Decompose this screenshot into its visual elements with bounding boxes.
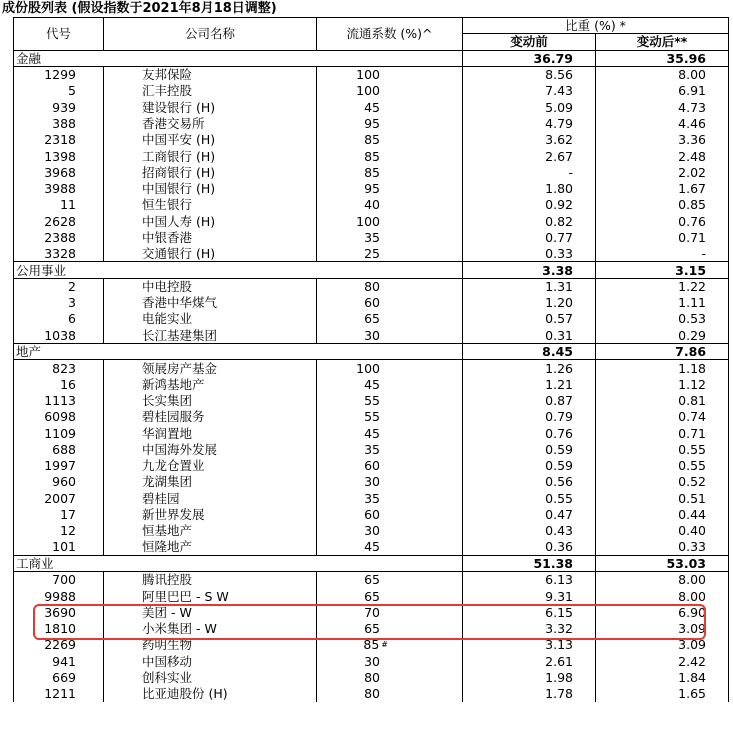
stock-code: 1109 bbox=[14, 425, 104, 441]
float-factor bbox=[317, 148, 463, 164]
company-name: 腾讯控股 bbox=[104, 572, 317, 588]
stock-code: 3968 bbox=[14, 164, 104, 180]
weight-after: 0.44 bbox=[596, 506, 729, 522]
weight-before: 0.33 bbox=[463, 246, 596, 262]
weight-before: 0.77 bbox=[463, 229, 596, 245]
stock-code: 16 bbox=[14, 376, 104, 392]
weight-before: 1.98 bbox=[463, 669, 596, 685]
table-row bbox=[14, 360, 729, 376]
weight-after: 1.22 bbox=[596, 278, 729, 294]
company-name: 中国移动 bbox=[104, 653, 317, 669]
weight-after: 0.71 bbox=[596, 229, 729, 245]
weight-before: 0.36 bbox=[463, 539, 596, 555]
table-row bbox=[14, 278, 729, 294]
sector-weight-after: 35.96 bbox=[596, 50, 729, 66]
weight-before: 0.79 bbox=[463, 409, 596, 425]
float-factor-value: 65 bbox=[364, 621, 380, 637]
table-row bbox=[14, 409, 729, 425]
stock-code: 2388 bbox=[14, 229, 104, 245]
table-row bbox=[14, 588, 729, 604]
weight-after: 0.52 bbox=[596, 474, 729, 490]
sector-row bbox=[14, 262, 729, 278]
table-row bbox=[14, 669, 729, 685]
company-name: 友邦保险 bbox=[104, 66, 317, 82]
weight-after: 3.09 bbox=[596, 620, 729, 636]
weight-after: 3.36 bbox=[596, 132, 729, 148]
float-factor bbox=[317, 132, 463, 148]
table-row bbox=[14, 653, 729, 669]
weight-before: 1.21 bbox=[463, 376, 596, 392]
stock-code: 9988 bbox=[14, 588, 104, 604]
float-factor-value: 100 bbox=[356, 213, 380, 229]
float-factor bbox=[317, 669, 463, 685]
header-after: 变动后** bbox=[596, 34, 729, 50]
table-row bbox=[14, 115, 729, 131]
company-name: 中国人寿 (H) bbox=[104, 213, 317, 229]
table-row bbox=[14, 506, 729, 522]
company-name: 建设银行 (H) bbox=[104, 99, 317, 115]
weight-after: 6.90 bbox=[596, 604, 729, 620]
float-factor bbox=[317, 539, 463, 555]
float-factor-value: 85 bbox=[364, 148, 380, 164]
sector-weight-before: 36.79 bbox=[463, 50, 596, 66]
table-row bbox=[14, 311, 729, 327]
float-factor-value: 65 bbox=[364, 588, 380, 604]
weight-before: 8.56 bbox=[463, 66, 596, 82]
weight-after: 1.11 bbox=[596, 295, 729, 311]
float-factor bbox=[317, 229, 463, 245]
weight-after: 0.29 bbox=[596, 327, 729, 343]
weight-after: 0.85 bbox=[596, 197, 729, 213]
sector-weight-after: 7.86 bbox=[596, 343, 729, 359]
table-row bbox=[14, 246, 729, 262]
weight-before: 1.31 bbox=[463, 278, 596, 294]
table-row bbox=[14, 66, 729, 82]
weight-before: 7.43 bbox=[463, 83, 596, 99]
weight-before: 6.13 bbox=[463, 572, 596, 588]
table-row bbox=[14, 132, 729, 148]
float-factor-value: 55 bbox=[364, 392, 380, 408]
float-factor-value: 100 bbox=[356, 67, 380, 83]
stock-code: 3328 bbox=[14, 246, 104, 262]
company-name: 恒生银行 bbox=[104, 197, 317, 213]
table-row bbox=[14, 229, 729, 245]
stock-code: 17 bbox=[14, 506, 104, 522]
float-factor bbox=[317, 392, 463, 408]
weight-before: 9.31 bbox=[463, 588, 596, 604]
table-row bbox=[14, 441, 729, 457]
float-factor bbox=[317, 311, 463, 327]
factor-note-mark: # bbox=[381, 640, 388, 650]
company-name: 碧桂园 bbox=[104, 490, 317, 506]
weight-after: 0.40 bbox=[596, 523, 729, 539]
weight-after: 4.73 bbox=[596, 99, 729, 115]
weight-before: 1.26 bbox=[463, 360, 596, 376]
stock-code: 5 bbox=[14, 83, 104, 99]
stock-code: 669 bbox=[14, 669, 104, 685]
table-row bbox=[14, 148, 729, 164]
stock-code: 6098 bbox=[14, 409, 104, 425]
weight-after: 8.00 bbox=[596, 588, 729, 604]
weight-before: 0.47 bbox=[463, 506, 596, 522]
stock-code: 700 bbox=[14, 572, 104, 588]
weight-before: 3.62 bbox=[463, 132, 596, 148]
weight-after: 8.00 bbox=[596, 66, 729, 82]
weight-before: 1.80 bbox=[463, 180, 596, 196]
table-row bbox=[14, 180, 729, 196]
weight-after: 4.46 bbox=[596, 115, 729, 131]
stock-code: 12 bbox=[14, 523, 104, 539]
float-factor-value: 25 bbox=[364, 246, 380, 262]
company-name: 香港中华煤气 bbox=[104, 295, 317, 311]
company-name: 新世界发展 bbox=[104, 506, 317, 522]
weight-before: - bbox=[463, 164, 596, 180]
weight-after: 0.53 bbox=[596, 311, 729, 327]
company-name: 招商银行 (H) bbox=[104, 164, 317, 180]
stock-code: 941 bbox=[14, 653, 104, 669]
company-name: 交通银行 (H) bbox=[104, 246, 317, 262]
company-name: 中国银行 (H) bbox=[104, 180, 317, 196]
float-factor bbox=[317, 409, 463, 425]
float-factor-value: 95 bbox=[364, 115, 380, 131]
company-name: 中电控股 bbox=[104, 278, 317, 294]
weight-before: 5.09 bbox=[463, 99, 596, 115]
company-name: 华润置地 bbox=[104, 425, 317, 441]
float-factor-value: 35 bbox=[364, 441, 380, 457]
stock-code: 1810 bbox=[14, 620, 104, 636]
float-factor bbox=[317, 425, 463, 441]
table-row bbox=[14, 99, 729, 115]
table-row bbox=[14, 539, 729, 555]
header-company-name: 公司名称 bbox=[104, 18, 317, 51]
company-name: 汇丰控股 bbox=[104, 83, 317, 99]
company-name: 九龙仓置业 bbox=[104, 458, 317, 474]
weight-before: 0.43 bbox=[463, 523, 596, 539]
weight-before: 0.57 bbox=[463, 311, 596, 327]
weight-after: - bbox=[596, 246, 729, 262]
weight-after: 1.67 bbox=[596, 180, 729, 196]
table-row bbox=[14, 392, 729, 408]
weight-before: 4.79 bbox=[463, 115, 596, 131]
float-factor-value: 55 bbox=[364, 409, 380, 425]
sector-name: 公用事业 bbox=[14, 262, 463, 278]
float-factor bbox=[317, 180, 463, 196]
float-factor bbox=[317, 278, 463, 294]
weight-after: 1.18 bbox=[596, 360, 729, 376]
table-row bbox=[14, 295, 729, 311]
table-row bbox=[14, 376, 729, 392]
sector-row bbox=[14, 343, 729, 359]
company-name: 中银香港 bbox=[104, 229, 317, 245]
header-weight: 比重 (%) * bbox=[463, 18, 729, 34]
float-factor bbox=[317, 99, 463, 115]
weight-after: 2.42 bbox=[596, 653, 729, 669]
float-factor-value: 80 bbox=[364, 670, 380, 686]
header-float-factor: 流通系数 (%)^ bbox=[317, 18, 463, 51]
table-row bbox=[14, 637, 729, 653]
stock-code: 1398 bbox=[14, 148, 104, 164]
float-factor-value: 35 bbox=[364, 490, 380, 506]
float-factor bbox=[317, 474, 463, 490]
weight-before: 0.56 bbox=[463, 474, 596, 490]
table-row bbox=[14, 474, 729, 490]
float-factor-value: 85 bbox=[364, 132, 380, 148]
company-name: 长实集团 bbox=[104, 392, 317, 408]
float-factor bbox=[317, 604, 463, 620]
weight-before: 0.55 bbox=[463, 490, 596, 506]
sector-name: 金融 bbox=[14, 50, 463, 66]
stock-code: 6 bbox=[14, 311, 104, 327]
weight-after: 0.55 bbox=[596, 458, 729, 474]
company-name: 领展房产基金 bbox=[104, 360, 317, 376]
stock-code: 1113 bbox=[14, 392, 104, 408]
stock-code: 388 bbox=[14, 115, 104, 131]
float-factor-value: 100 bbox=[356, 360, 380, 376]
weight-before: 1.20 bbox=[463, 295, 596, 311]
company-name: 工商银行 (H) bbox=[104, 148, 317, 164]
stock-code: 2007 bbox=[14, 490, 104, 506]
weight-before: 0.76 bbox=[463, 425, 596, 441]
company-name: 中国平安 (H) bbox=[104, 132, 317, 148]
company-name: 恒基地产 bbox=[104, 523, 317, 539]
sector-row bbox=[14, 50, 729, 66]
weight-after: 6.91 bbox=[596, 83, 729, 99]
stock-code: 3988 bbox=[14, 180, 104, 196]
company-name: 创科实业 bbox=[104, 669, 317, 685]
weight-after: 0.81 bbox=[596, 392, 729, 408]
company-name: 龙湖集团 bbox=[104, 474, 317, 490]
table-row bbox=[14, 686, 729, 702]
table-row bbox=[14, 213, 729, 229]
float-factor bbox=[317, 327, 463, 343]
weight-after: 0.55 bbox=[596, 441, 729, 457]
stock-code: 101 bbox=[14, 539, 104, 555]
float-factor-value: 45 bbox=[364, 539, 380, 555]
stock-code: 2269 bbox=[14, 637, 104, 653]
float-factor-value: 60 bbox=[364, 507, 380, 523]
weight-before: 0.59 bbox=[463, 441, 596, 457]
float-factor bbox=[317, 523, 463, 539]
table-body bbox=[14, 50, 729, 702]
weight-before: 0.92 bbox=[463, 197, 596, 213]
company-name: 长江基建集团 bbox=[104, 327, 317, 343]
company-name: 美团 - W bbox=[104, 604, 317, 620]
stock-code: 2 bbox=[14, 278, 104, 294]
weight-after: 0.71 bbox=[596, 425, 729, 441]
weight-before: 6.15 bbox=[463, 604, 596, 620]
table-row bbox=[14, 458, 729, 474]
table-row bbox=[14, 164, 729, 180]
float-factor-value: 100 bbox=[356, 83, 380, 99]
float-factor bbox=[317, 246, 463, 262]
weight-before: 2.61 bbox=[463, 653, 596, 669]
float-factor bbox=[317, 115, 463, 131]
float-factor-value: 30 bbox=[364, 653, 380, 669]
stock-code: 1211 bbox=[14, 686, 104, 702]
company-name: 电能实业 bbox=[104, 311, 317, 327]
weight-before: 0.59 bbox=[463, 458, 596, 474]
weight-before: 2.67 bbox=[463, 148, 596, 164]
weight-before: 3.32 bbox=[463, 620, 596, 636]
float-factor bbox=[317, 213, 463, 229]
sector-name: 地产 bbox=[14, 343, 463, 359]
sector-weight-before: 3.38 bbox=[463, 262, 596, 278]
weight-before: 1.78 bbox=[463, 686, 596, 702]
float-factor-value: 95 bbox=[364, 181, 380, 197]
float-factor-value: 30 bbox=[364, 523, 380, 539]
sector-weight-after: 53.03 bbox=[596, 555, 729, 571]
float-factor bbox=[317, 66, 463, 82]
company-name: 碧桂园服务 bbox=[104, 409, 317, 425]
stock-code: 3690 bbox=[14, 604, 104, 620]
weight-before: 3.13 bbox=[463, 637, 596, 653]
header-before: 变动前 bbox=[463, 34, 596, 50]
float-factor bbox=[317, 637, 463, 653]
sector-row bbox=[14, 555, 729, 571]
float-factor-value: 30 bbox=[364, 474, 380, 490]
float-factor bbox=[317, 620, 463, 636]
stock-code: 688 bbox=[14, 441, 104, 457]
company-name: 比亚迪股份 (H) bbox=[104, 686, 317, 702]
table-row bbox=[14, 425, 729, 441]
weight-after: 3.09 bbox=[596, 637, 729, 653]
float-factor-value: 60 bbox=[364, 295, 380, 311]
float-factor bbox=[317, 164, 463, 180]
float-factor bbox=[317, 458, 463, 474]
sector-weight-after: 3.15 bbox=[596, 262, 729, 278]
float-factor-value: 85 bbox=[363, 637, 380, 653]
float-factor-value: 65 bbox=[364, 311, 380, 327]
stock-code: 960 bbox=[14, 474, 104, 490]
float-factor bbox=[317, 441, 463, 457]
stock-code: 1997 bbox=[14, 458, 104, 474]
weight-after: 2.02 bbox=[596, 164, 729, 180]
float-factor-value: 65 bbox=[364, 572, 380, 588]
table-row bbox=[14, 197, 729, 213]
company-name: 中国海外发展 bbox=[104, 441, 317, 457]
stock-code: 1038 bbox=[14, 327, 104, 343]
constituents-table bbox=[13, 17, 729, 702]
company-name: 药明生物 bbox=[104, 637, 317, 653]
weight-before: 0.87 bbox=[463, 392, 596, 408]
float-factor-value: 30 bbox=[364, 327, 380, 343]
float-factor bbox=[317, 197, 463, 213]
weight-after: 2.48 bbox=[596, 148, 729, 164]
float-factor-value: 80 bbox=[364, 686, 380, 702]
stock-code: 3 bbox=[14, 295, 104, 311]
company-name: 阿里巴巴 - S W bbox=[104, 588, 317, 604]
float-factor bbox=[317, 506, 463, 522]
float-factor bbox=[317, 295, 463, 311]
weight-after: 0.74 bbox=[596, 409, 729, 425]
float-factor-value: 80 bbox=[364, 279, 380, 295]
float-factor-value: 45 bbox=[364, 376, 380, 392]
float-factor bbox=[317, 572, 463, 588]
table-row bbox=[14, 620, 729, 636]
weight-after: 0.76 bbox=[596, 213, 729, 229]
stock-code: 11 bbox=[14, 197, 104, 213]
weight-after: 1.65 bbox=[596, 686, 729, 702]
table-row bbox=[14, 604, 729, 620]
stock-code: 939 bbox=[14, 99, 104, 115]
table-row bbox=[14, 523, 729, 539]
stock-code: 2628 bbox=[14, 213, 104, 229]
sector-weight-before: 8.45 bbox=[463, 343, 596, 359]
stock-code: 823 bbox=[14, 360, 104, 376]
float-factor-value: 85 bbox=[364, 164, 380, 180]
stock-code: 1299 bbox=[14, 66, 104, 82]
company-name: 小米集团 - W bbox=[104, 620, 317, 636]
weight-before: 0.31 bbox=[463, 327, 596, 343]
weight-after: 1.12 bbox=[596, 376, 729, 392]
float-factor-value: 40 bbox=[364, 197, 380, 213]
company-name: 新鸿基地产 bbox=[104, 376, 317, 392]
table-row bbox=[14, 490, 729, 506]
weight-after: 0.51 bbox=[596, 490, 729, 506]
header-code: 代号 bbox=[14, 18, 104, 51]
weight-before: 0.82 bbox=[463, 213, 596, 229]
sector-name: 工商业 bbox=[14, 555, 463, 571]
float-factor bbox=[317, 83, 463, 99]
float-factor-value: 35 bbox=[364, 230, 380, 245]
stock-code: 2318 bbox=[14, 132, 104, 148]
table-row bbox=[14, 327, 729, 343]
float-factor bbox=[317, 653, 463, 669]
weight-after: 0.33 bbox=[596, 539, 729, 555]
float-factor-value: 45 bbox=[364, 425, 380, 441]
float-factor-value: 60 bbox=[364, 458, 380, 474]
table-row bbox=[14, 83, 729, 99]
table-title: 成份股列表 (假设指数于2021年8月18日调整) bbox=[2, 1, 277, 16]
weight-after: 8.00 bbox=[596, 572, 729, 588]
float-factor bbox=[317, 588, 463, 604]
table-row bbox=[14, 572, 729, 588]
sector-weight-before: 51.38 bbox=[463, 555, 596, 571]
float-factor-value: 45 bbox=[364, 99, 380, 115]
float-factor bbox=[317, 490, 463, 506]
float-factor bbox=[317, 360, 463, 376]
weight-after: 1.84 bbox=[596, 669, 729, 685]
float-factor-value: 70 bbox=[364, 604, 380, 620]
float-factor bbox=[317, 376, 463, 392]
float-factor bbox=[317, 686, 463, 702]
company-name: 恒隆地产 bbox=[104, 539, 317, 555]
company-name: 香港交易所 bbox=[104, 115, 317, 131]
